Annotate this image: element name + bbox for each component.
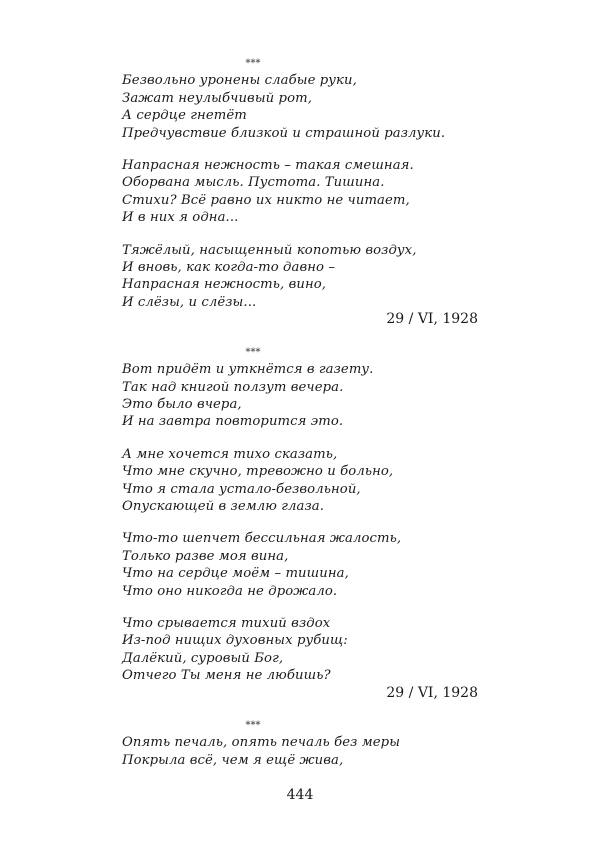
verse-line: А мне хочется тихо сказать, — [122, 446, 338, 462]
verse-line: Тяжёлый, насыщенный копотью воздух, — [122, 242, 417, 258]
verse-line: И слёзы, и слёзы... — [122, 294, 257, 310]
verse-line: Отчего Ты меня не любишь? — [122, 668, 331, 684]
poem-date: 29 / VI, 1928 — [386, 311, 478, 328]
poem-body — [122, 734, 478, 769]
stanza — [122, 157, 478, 227]
poem-date: 29 / VI, 1928 — [386, 684, 478, 701]
stanza — [122, 734, 478, 769]
verse-line: Что я стала устало-безвольной, — [122, 481, 361, 497]
verse-line: Далёкий, суровый Бог, — [122, 650, 284, 666]
page-number: 444 — [286, 787, 314, 803]
page-content — [122, 55, 478, 769]
poem — [122, 344, 478, 702]
verse-line: Вот придёт и уткнётся в газету. — [122, 362, 374, 378]
verse-line: Опускающей в землю глаза. — [122, 498, 325, 514]
stanza — [122, 72, 478, 142]
verse-line: Что оно никогда не дрожало. — [122, 583, 338, 599]
verse-line: И на завтра повторится это. — [122, 414, 344, 430]
verse-line: Что на сердце моём – тишина, — [122, 566, 349, 582]
verse-line: Из-под нищих духовных рубищ: — [122, 633, 348, 649]
verse-line: Что срывается тихий вздох — [122, 615, 331, 631]
poem-separator: *** — [245, 58, 261, 69]
poem-body — [122, 361, 478, 685]
verse-line: Предчувствие близкой и страшной разлуки. — [122, 125, 446, 141]
verse-line: Опять печаль, опять печаль без меры — [122, 735, 401, 751]
verse-line: Оборвана мысль. Пустота. Тишина. — [122, 175, 385, 191]
verse-line: Что мне скучно, тревожно и больно, — [122, 464, 394, 480]
stanza — [122, 446, 478, 516]
stanza — [122, 242, 478, 312]
verse-line: Так над книгой ползут вечера. — [122, 379, 344, 395]
verse-line: И в них я одна... — [122, 210, 239, 226]
verse-line: Только разве моя вина, — [122, 548, 289, 564]
verse-line: Зажат неулыбчивый рот, — [122, 90, 313, 106]
verse-line: Это было вчера, — [122, 396, 242, 412]
verse-line: Стихи? Всё равно их никто не читает, — [122, 192, 410, 208]
poem-body — [122, 72, 478, 311]
poem-separator: *** — [245, 720, 261, 731]
verse-line: Напрасная нежность – такая смешная. — [122, 158, 414, 174]
verse-line: Покрыла всё, чем я ещё жива, — [122, 752, 344, 768]
poem — [122, 717, 478, 769]
poem — [122, 55, 478, 329]
verse-line: Безвольно уронены слабые руки, — [122, 73, 357, 89]
poem-separator: *** — [245, 346, 261, 358]
stanza — [122, 615, 478, 685]
verse-line: И вновь, как когда-то давно – — [122, 260, 336, 276]
stanza — [122, 530, 478, 600]
stanza — [122, 361, 478, 431]
verse-line: Напрасная нежность, вино, — [122, 277, 327, 293]
verse-line: Что-то шепчет бессильная жалость, — [122, 531, 402, 547]
verse-line: А сердце гнетёт — [122, 108, 247, 124]
